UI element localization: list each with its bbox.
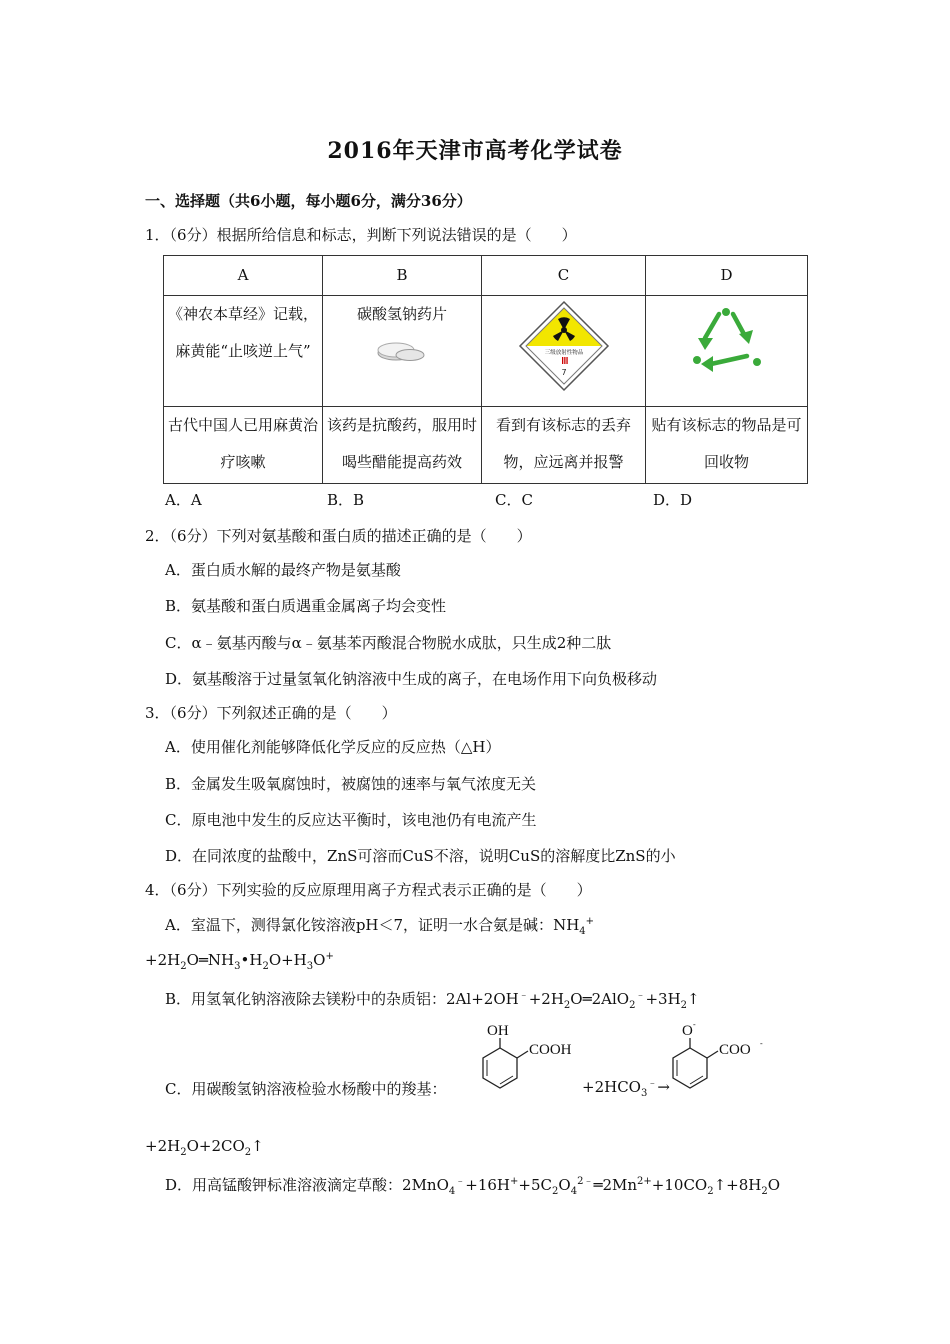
- q4-option-a-text: A．室温下，测得氯化铵溶液pH＜7，证明一水合氨是碱：: [165, 916, 554, 934]
- radioactive-sign-text: 三级放射性物品: [544, 350, 583, 356]
- q4-option-d[interactable]: [165, 1174, 780, 1195]
- tablet-pills-image: [372, 335, 432, 365]
- section-heading: 一、选择题（共6小题，每小题6分，满分36分）: [145, 192, 472, 210]
- radioactive-class-number: 7: [560, 368, 567, 377]
- cell-a-statement: 古代中国人已用麻黄治疗咳嗽: [164, 407, 323, 484]
- q4-option-b-text: B．用氢氧化钠溶液除去镁粉中的杂质铝：: [165, 990, 447, 1008]
- q4-option-c-products: $+2H_2O+2CO_2↑$: [145, 1137, 264, 1158]
- q1-choice-b[interactable]: B．B: [327, 491, 365, 509]
- q4-option-c-reagent: $+2HCO_3^﹣\to$: [582, 1078, 670, 1099]
- q4-option-a-ion: $NH_4^+$: [553, 916, 595, 937]
- cell-b-label: 碳酸氢钠药片: [356, 305, 447, 323]
- cell-b-statement: 该药是抗酸药，服用时喝些醋能提高药效: [323, 407, 482, 484]
- q1-choice-c[interactable]: C．C: [495, 491, 533, 509]
- mol2-o-charge: -: [693, 1020, 696, 1029]
- q2-option-c[interactable]: C．α﹣氨基丙酸与α﹣氨基苯丙酸混合物脱水成肽，只生成2种二肽: [165, 634, 612, 652]
- q4-option-a-equation: $+2H_2O═NH_3•H_2O+H_3O^+$: [145, 951, 334, 972]
- mol1-cooh-label: COOH: [529, 1042, 572, 1058]
- q3-option-b[interactable]: B．金属发生吸氧腐蚀时，被腐蚀的速率与氧气浓度无关: [165, 775, 537, 793]
- q4-option-d-text: D．用高锰酸钾标准溶液滴定草酸：: [165, 1176, 403, 1194]
- question-2-stem: 2．（6分）下列对氨基酸和蛋白质的描述正确的是（ ）: [145, 527, 532, 545]
- mol1-oh-label: OH: [487, 1023, 509, 1039]
- mol2-coo-charge: -: [760, 1039, 763, 1048]
- recycle-icon: [687, 304, 767, 376]
- cell-d-statement: 贴有该标志的物品是可回收物: [646, 407, 808, 484]
- salicylic-acid-structure: [470, 1018, 590, 1103]
- question-3-stem: 3．（6分）下列叙述正确的是（ ）: [145, 704, 397, 722]
- table-header-c: C: [482, 256, 646, 296]
- cell-c-info: [482, 296, 646, 407]
- mol2-coo-label: COO: [719, 1042, 751, 1058]
- q1-choice-d[interactable]: D．D: [653, 491, 693, 509]
- q2-option-d[interactable]: D．氨基酸溶于过量氢氧化钠溶液中生成的离子，在电场作用下向负极移动: [165, 670, 658, 688]
- cell-d-info: [646, 296, 808, 407]
- q3-option-c[interactable]: C．原电池中发生的反应达平衡时，该电池仍有电流产生: [165, 811, 537, 829]
- table-header-a: A: [164, 256, 323, 296]
- radioactive-warning-icon: [518, 300, 610, 392]
- cell-b-info: [323, 296, 482, 407]
- question-1-table: [163, 255, 808, 484]
- cell-a-info: 《神农本草经》记载，麻黄能“止咳逆上气”: [164, 296, 323, 407]
- q4-option-b[interactable]: [165, 988, 700, 1009]
- q1-choice-a[interactable]: A．A: [165, 491, 202, 509]
- table-header-d: D: [646, 256, 808, 296]
- table-header-b: B: [323, 256, 482, 296]
- q4-option-a[interactable]: [165, 914, 594, 935]
- question-1-stem: 1．（6分）根据所给信息和标志，判断下列说法错误的是（ ）: [145, 226, 577, 244]
- cell-c-statement: 看到有该标志的丢弃物，应远离并报警: [482, 407, 646, 484]
- q4-option-d-equation: $2MnO_4^﹣+16H^++5C_2O_4^{2﹣}═2Mn^{2+}+10CO_2↑+8H_2O$: [402, 1176, 781, 1197]
- q3-option-d[interactable]: D．在同浓度的盐酸中，ZnS可溶而CuS不溶，说明CuS的溶解度比ZnS的小: [165, 847, 676, 865]
- q2-option-b[interactable]: B．氨基酸和蛋白质遇重金属离子均会变性: [165, 597, 447, 615]
- q4-option-b-equation: $2Al+2OH^﹣+2H_2O═2AlO_2^﹣+3H_2↑$: [446, 990, 700, 1011]
- q4-option-c[interactable]: C．用碳酸氢钠溶液检验水杨酸中的羧基：: [165, 1080, 447, 1098]
- mol2-o-label: O: [682, 1023, 693, 1039]
- q3-option-a[interactable]: A．使用催化剂能够降低化学反应的反应热（△H）: [165, 738, 501, 756]
- q2-option-a[interactable]: A．蛋白质水解的最终产物是氨基酸: [165, 561, 401, 579]
- question-4-stem: 4．（6分）下列实验的反应原理用离子方程式表示正确的是（ ）: [145, 881, 592, 899]
- salicylate-structure: [660, 1018, 780, 1103]
- page-title: 2016年天津市高考化学试卷: [327, 138, 623, 164]
